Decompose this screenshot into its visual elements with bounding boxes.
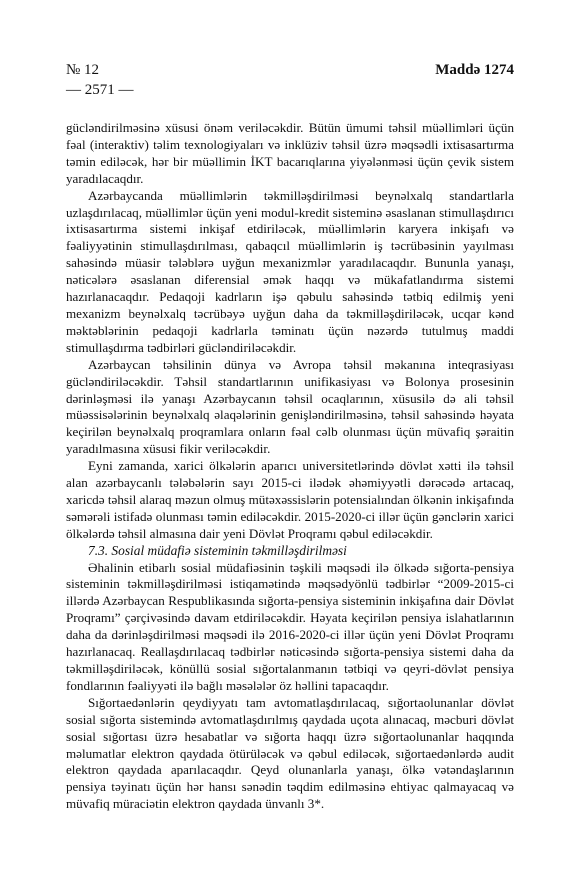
paragraph: Azərbaycanda müəllimlərin təkmilləşdirilməsi beynəlxalq standartlarla uzlaşdırılacaq, müəllimlər üçün yeni modul-kredit sisteminə əsaslanan stimullaşdırıcı ixtisasartırma sistemi inkişaf etdiriləcək, müəllimlərin karyera inkişafı və fəaliyyətinin stimullaşdırılması, qabaqcıl müəllimlərin iş təcrübəsinin yayılması sahəsində müasir tələblərə uyğun mexanizmlər yaradılacaqdır. Bununla yanaşı, nəticələrə əsaslanan diferensial əmək haqqı və mükafatlandırma sistemi hazırlanacaqdır. Pedaqoji kadrların işə qəbulu sahəsində tətbiq edilmiş yeni mexanizm beynəlxalq təcrübəyə uyğun daha da təkmilləşdiriləcək, ucqar kənd məktəblərinin pedaqoji kadrlarla təminatı üçün nəzərdə tutulmuş maddi stimullaşdırma tədbirləri gücləndiriləcəkdir. bbox=[66, 187, 514, 355]
page-number-wrap bbox=[66, 82, 514, 102]
article-number: Maddə 1274 bbox=[435, 62, 514, 78]
page-header bbox=[66, 62, 514, 82]
paragraph: Eyni zamanda, xarici ölkələrin aparıcı universitetlərində dövlət xətti ilə təhsil alan azərbaycanlı tələbələrin sayı 2015-ci ilədək əhəmiyyətli dərəcədə artacaq, xaricdə təhsil alaraq məzun olmuş mütəxəssislərin potensialından ölkənin inkişafında səmərəli istifadə olunması təmin ediləcəkdir. 2015-2020-ci illər üçün gənclərin xarici ölkələrdə təhsil almasına dair yeni Dövlət Proqramı qəbul ediləcəkdir. bbox=[66, 458, 514, 541]
body-text bbox=[66, 120, 514, 813]
paragraph: Azərbaycan təhsilinin dünya və Avropa təhsil məkanına inteqrasiyası gücləndiriləcəkdir. Təhsil standartlarının unifikasiyası və Bolonya prosesinin dərinləşməsi ilə yanaşı Azərbaycanın təhsil ocaqlarının, xüsusilə də ali təhsil müəssisələrinin beynəlxalq əlaqələrinin genişləndirilməsinə, təhsil sahəsində həyata keçirilən beynəlxalq proqramlara onların fəal cəlb olunması üçün müvafiq şəraitin yaradılmasına xüsusi fikir veriləcəkdir. bbox=[66, 356, 514, 457]
paragraph: Əhalinin etibarlı sosial müdafiəsinin təşkili məqsədi ilə ölkədə sığorta-pensiya sisteminin təkmilləşdirilməsi istiqamətində məqsədyönlü tədbirlər “2009-2015-ci illərdə Azərbaycan Respublikasında sığorta-pensiya sisteminin inkişafına dair Dövlət Proqramı” çərçivəsində davam etdiriləcəkdir. Həyata keçirilən pensiya islahatlarının daha da dərinləşdirilməsi məqsədi ilə 2016-2020-ci illər üçün yeni Dövlət Proqramı hazırlanacaq. Reallaşdırılacaq tədbirlər nəticəsində sığorta-pensiya sistemi daha da təkmilləşdiriləcək, könüllü sosial sığortalanmanın tətbiqi və qeyri-dövlət pensiya fondlarının fəaliyyəti ilə bağlı məsələlər öz həllini tapacaqdır. bbox=[66, 559, 514, 693]
page-number: — 2571 — bbox=[66, 82, 134, 98]
issue-number: № 12 bbox=[66, 62, 100, 78]
section-heading: 7.3. Sosial müdafiə sisteminin təkmilləşdirilməsi bbox=[88, 542, 347, 558]
paragraph: Sığortaedənlərin qeydiyyatı tam avtomatlaşdırılacaq, sığortaolunanlar dövlət sosial sığorta sistemində avtomatlaşdırılmış qaydada uçota alınacaq, məcburi dövlət sosial sığortası üzrə hesabatlar və sığorta haqqı üzrə sığortaolunanlar haqqında məlumatlar elektron qaydada ötürüləcək və qəbul ediləcək, sığortaedənlərdə audit elektron qaydada aparılacaqdır. Qeyd olunanlarla yanaşı, ölkə vətəndaşlarının pensiya təyinatı üçün hər hansı sənədin təqdim edilməsinə ehtiyac qalmayacaq və müvafiq müraciətin elektron qaydada ünvanlı 3*. bbox=[66, 694, 514, 812]
paragraph: gücləndirilməsinə xüsusi önəm veriləcəkdir. Bütün ümumi təhsil müəllimləri üçün fəal (interaktiv) təlim texnologiyaları və inklüziv təhsil üzrə məqsədli ixtisasartırma təmin ediləcək, hər bir müəllimin İKT bacarıqlarına yiyələnməsi üçün çevik sistem yaradılacaqdır. bbox=[66, 120, 514, 186]
